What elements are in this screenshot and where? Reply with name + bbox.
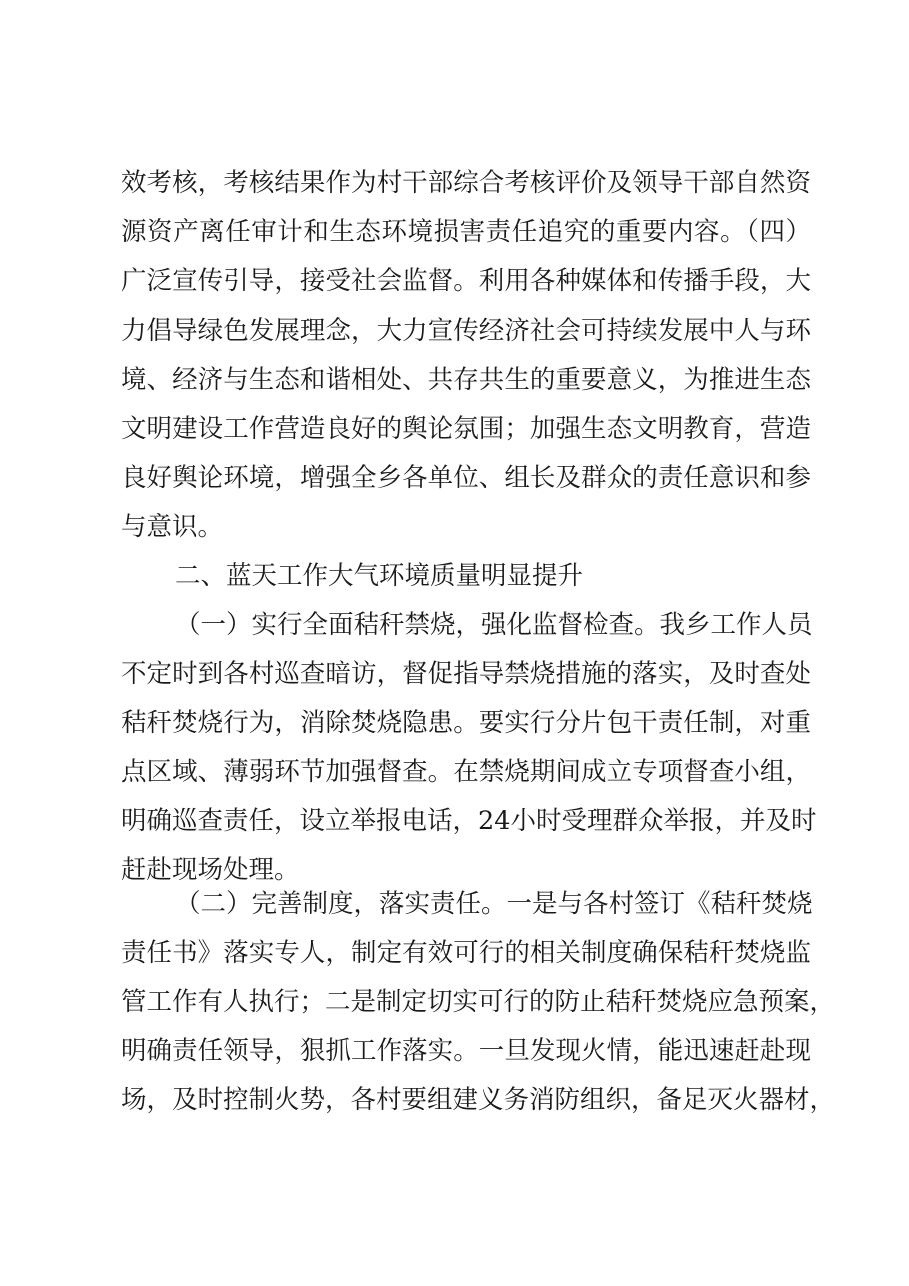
paragraph-1-line-7: 良好舆论环境，增强全乡各单位、组长及群众的责任意识和参 <box>121 463 811 493</box>
paragraph-3-line-2: 责任书》落实专人，制定有效可行的相关制度确保秸秆焚烧监 <box>121 938 811 968</box>
paragraph-1-line-2: 源资产离任审计和生态环境损害责任追究的重要内容。（四） <box>121 217 811 247</box>
paragraph-3-line-5: 场，及时控制火势，各村要组建义务消防组织，备足灭火器材， <box>121 1085 836 1115</box>
paragraph-2-line-2: 不定时到各村巡查暗访，督促指导禁烧措施的落实，及时查处 <box>121 659 811 689</box>
paragraph-3-line-1: （二）完善制度，落实责任。一是与各村签订《秸秆焚烧 <box>175 889 813 919</box>
paragraph-2-line-3: 秸秆焚烧行为，消除焚烧隐患。要实行分片包干责任制，对重 <box>121 708 811 738</box>
paragraph-1-line-1: 效考核，考核结果作为村干部综合考核评价及领导干部自然资 <box>121 168 811 198</box>
paragraph-2-line-4: 点区域、薄弱环节加强督查。在禁烧期间成立专项督查小组， <box>121 757 811 787</box>
paragraph-1-line-4: 力倡导绿色发展理念，大力宣传经济社会可持续发展中人与环 <box>121 316 811 346</box>
paragraph-1-line-3: 广泛宣传引导，接受社会监督。利用各种媒体和传播手段，大 <box>121 266 811 296</box>
paragraph-2-line-6: 赶赴现场处理。 <box>121 855 300 885</box>
paragraph-2-line-1: （一）实行全面秸秆禁烧，强化监督检查。我乡工作人员 <box>175 610 813 640</box>
paragraph-2-line-5: 明确巡查责任，设立举报电话，24小时受理群众举报，并及时 <box>121 806 817 836</box>
paragraph-3-line-4: 明确责任领导，狠抓工作落实。一旦发现火情，能迅速赶赴现 <box>121 1036 811 1066</box>
paragraph-1-line-6: 文明建设工作营造良好的舆论氛围；加强生态文明教育，营造 <box>121 414 811 444</box>
paragraph-1-line-5: 境、经济与生态和谐相处、共存共生的重要意义，为推进生态 <box>121 365 811 395</box>
paragraph-1-line-8: 与意识。 <box>121 512 224 542</box>
section-heading: 二、蓝天工作大气环境质量明显提升 <box>175 561 584 591</box>
paragraph-3-line-3: 管工作有人执行；二是制定切实可行的防止秸秆焚烧应急预案， <box>121 987 836 1017</box>
